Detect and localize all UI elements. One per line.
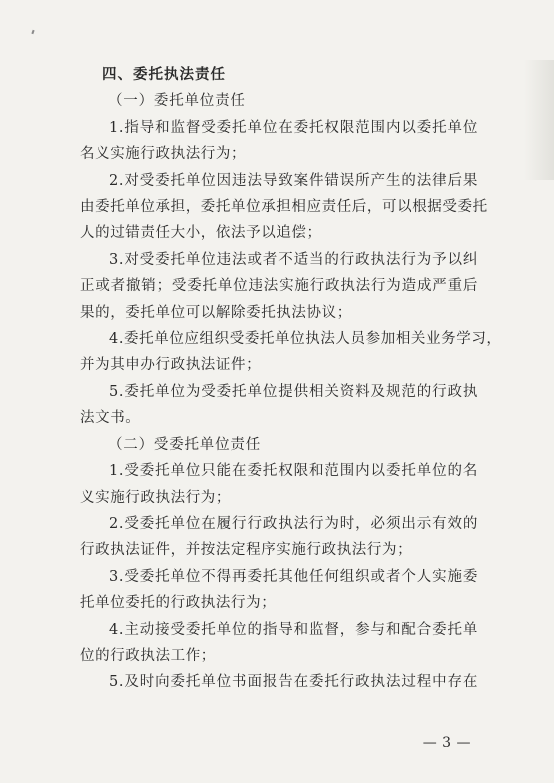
- part1-line-5: 人的过错责任大小，依法予以追偿；: [80, 225, 322, 242]
- part2-line-4: 行政执法证件，并按法定程序实施行政执法行为；: [80, 542, 413, 559]
- section-heading: 四、委托执法责任: [102, 67, 226, 83]
- part1-line-3: 2.对受委托单位因违法导致案件错误所产生的法律后果: [109, 172, 478, 189]
- document-body: [80, 62, 502, 696]
- part1-line-11: 5.委托单位为受委托单位提供相关资料及规范的行政执: [109, 383, 478, 400]
- part1-line-7: 正或者撤销；受委托单位违法实施行政执法行为造成严重后: [80, 278, 478, 295]
- scan-speck: [31, 30, 34, 34]
- part2-line-7: 4.主动接受委托单位的指导和监督，参与和配合委托单: [109, 621, 478, 638]
- part2-line-9: 5.及时向委托单位书面报告在委托行政执法过程中存在: [109, 674, 478, 691]
- part2-line-8: 位的行政执法工作；: [80, 647, 216, 664]
- page-number: — 3 —: [422, 735, 471, 751]
- part2-line-1: 1.受委托单位只能在委托权限和范围内以委托单位的名: [109, 463, 478, 480]
- part1-line-4: 由委托单位承担，委托单位承担相应责任后，可以根据受委托: [80, 199, 488, 216]
- part2-line-6: 托单位委托的行政执法行为；: [80, 595, 277, 612]
- part1-line-8: 果的，委托单位可以解除委托执法协议；: [80, 304, 352, 321]
- scan-shadow: [524, 60, 554, 180]
- part2-line-5: 3.受委托单位不得再委托其他任何组织或者个人实施委: [109, 568, 478, 585]
- part1-line-10: 并为其申办行政执法证件；: [80, 357, 262, 374]
- part2-heading: （二）受委托单位责任: [108, 436, 261, 453]
- part1-line-1: 1.指导和监督受委托单位在委托权限范围内以委托单位: [109, 119, 478, 136]
- part1-line-6: 3.对受委托单位违法或者不适当的行政执法行为予以纠: [109, 251, 478, 268]
- part1-line-2: 名义实施行政执法行为；: [80, 146, 247, 163]
- part2-line-3: 2.受委托单位在履行行政执法行为时，必须出示有效的: [109, 515, 478, 532]
- part1-line-12: 法文书。: [80, 410, 141, 427]
- part1-line-9: 4.委托单位应组织受委托单位执法人员参加相关业务学习，: [109, 331, 502, 348]
- part1-heading: （一）委托单位责任: [108, 93, 246, 110]
- part2-line-2: 义实施行政执法行为；: [80, 489, 231, 506]
